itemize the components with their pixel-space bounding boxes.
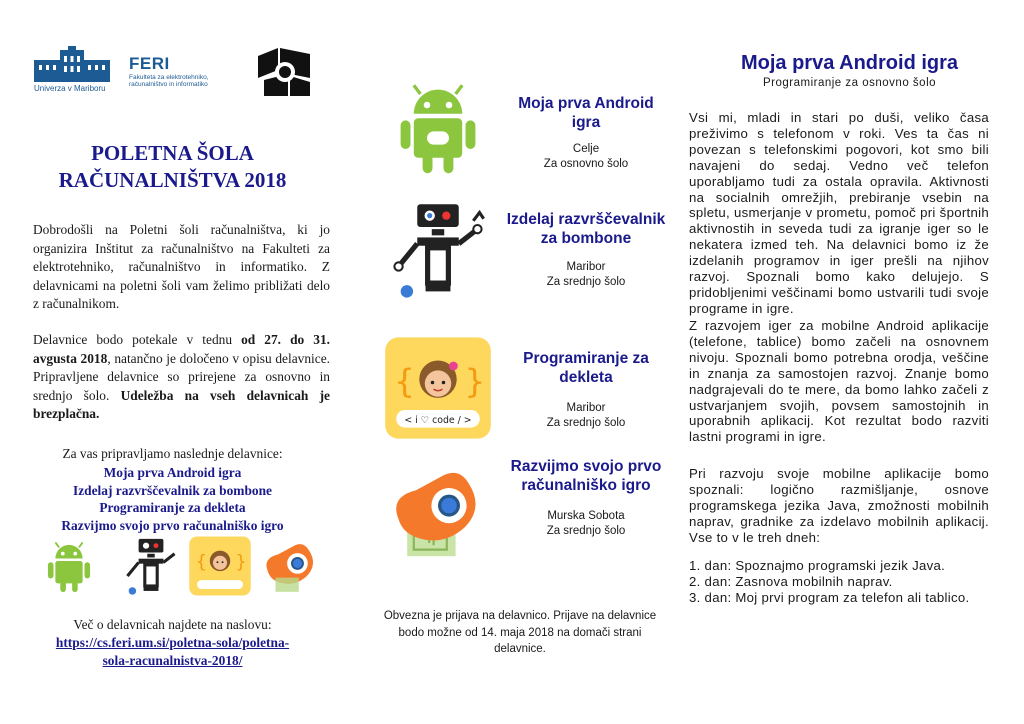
workshop-city: Maribor bbox=[566, 402, 606, 414]
workshop-location bbox=[503, 260, 669, 290]
workshop-level: Za osnovno šolo bbox=[543, 158, 629, 170]
dates-bold: od 27. do 31. avgusta 2018 bbox=[33, 332, 330, 366]
workshop-card-game bbox=[345, 455, 675, 575]
offer-intro: Za vas pripravljamo naslednje delavnice: bbox=[62, 446, 283, 461]
girl-code-icon bbox=[383, 335, 493, 445]
offer-item: Razvijmo svojo prvo računalniško igro bbox=[61, 517, 284, 533]
blender-thumb-icon bbox=[258, 535, 324, 601]
girl-code-thumb-icon bbox=[188, 535, 254, 601]
workshop-title: Programiranje za dekleta bbox=[523, 350, 649, 386]
workshop-title: Izdelaj razvrščevalnik za bombone bbox=[506, 211, 666, 247]
left-panel bbox=[0, 0, 345, 724]
workshop-location bbox=[503, 509, 669, 539]
workshop-location bbox=[503, 142, 669, 172]
feri-logo bbox=[129, 54, 239, 88]
feri-subtitle: Fakulteta za elektrotehniko, računalništvo in informatiko bbox=[129, 74, 209, 88]
svg-text:}: } bbox=[235, 551, 247, 573]
detail-title: Moja prva Android igra bbox=[740, 52, 959, 74]
schedule-item: 2. dan: Zasnova mobilnih naprav. bbox=[689, 573, 893, 589]
intro-paragraph: Dobrodošli na Poletni šoli računalništva, ki jo organizira Inštitut za računalništvo na Fakulteti za elektrotehniko, računalništvo in informatiko. Z delavnicami na poletni šoli vam želimo približati delo z računalnikom. bbox=[33, 222, 330, 312]
page-title bbox=[10, 140, 335, 194]
feri-wordmark: FERI bbox=[129, 54, 170, 73]
title-line-1: POLETNA ŠOLA bbox=[91, 141, 254, 165]
offer-list bbox=[10, 464, 335, 534]
workshop-info bbox=[503, 94, 669, 172]
registration-note: Obvezna je prijava na delavnico. Prijave na delavnice bodo možne od 14. maja 2018 na domači strani delavnice. bbox=[383, 610, 657, 655]
workshop-city: Maribor bbox=[566, 261, 606, 273]
workshop-info bbox=[503, 457, 669, 539]
dates-paragraph bbox=[33, 331, 330, 424]
workshop-level: Za srednjo šolo bbox=[546, 417, 626, 429]
schedule-list bbox=[689, 558, 999, 606]
workshop-title: Razvijmo svojo prvo računalniško igro bbox=[510, 458, 662, 494]
robot-sorter-icon bbox=[383, 198, 493, 308]
workshops-link-line-2[interactable]: sola-racunalnistva-2018/ bbox=[102, 653, 243, 668]
workshop-title: Moja prva Android igra bbox=[518, 95, 654, 131]
middle-panel bbox=[345, 0, 675, 724]
institute-logo bbox=[258, 48, 310, 96]
workshops-link-line-1[interactable]: https://cs.feri.um.si/poletna-sola/poletna- bbox=[55, 635, 290, 650]
university-logo bbox=[34, 46, 110, 96]
detail-paragraph-1: Vsi mi, mladi in stari po duši, veliko časa preživimo s telefonom v roki. Ves ta čas ni povezan s telefonskimi pogovori, kot smo bili navajeni do sedaj. Vedno več telefon uporabljamo tudi za ostala opravila. Aktivnosti na socialnih omrežjih, prebiranje vsebin na spletu, usmerjanje v prometu, pomoč pri športnih aktivnostih in seveda tudi za igranje iger so le nekatera izmed teh. Na delavnici bomo iz že izdelanih programov in iger prešli na njihov razvoj. Spoznali bomo kako delujejo. S pridobljenimi veščinami bomo ustvarili tudi svoje programe in igre. bbox=[689, 110, 989, 316]
workshop-level: Za srednjo šolo bbox=[546, 525, 626, 537]
workshop-location bbox=[503, 401, 669, 431]
svg-text:}: } bbox=[464, 361, 486, 401]
android-thumb-icon bbox=[38, 535, 104, 601]
workshop-city: Murska Sobota bbox=[547, 510, 625, 522]
robot-thumb-icon bbox=[120, 535, 186, 601]
detail-paragraph-2: Z razvojem iger za mobilne Android aplikacije (telefone, tablice) bomo začeli na osnovnem nivoju. Spoznali bomo potrebna orodja, veščine in znanja za samostojen razvoj. Znanje bomo nadgrajevali do te mere, da bomo lahko začeli z ustvarjanjem svojih, povsem samostojnih in uporabnih aplikacij. Kot rezultat bodo razviti lastni programi in igre. bbox=[689, 318, 989, 445]
right-panel bbox=[675, 0, 1024, 724]
dates-text-a: Delavnice bodo potekale v tednu bbox=[33, 332, 242, 347]
detail-paragraph-3: Pri razvoju svoje mobilne aplikacije bomo spoznali: logično razmišljanje, osnove programskega jezika Java, zmožnosti mobilnih naprav, gradnike za izdelavo mobilnih aplikacij. Vse to v le treh dneh: bbox=[689, 466, 989, 545]
workshop-card-girls bbox=[345, 335, 675, 455]
svg-text:{: { bbox=[394, 361, 415, 401]
workshop-card-candy-sorter bbox=[345, 198, 675, 318]
logo-row bbox=[34, 46, 324, 98]
title-line-2: RAČUNALNIŠTVA 2018 bbox=[58, 168, 287, 192]
workshop-city: Celje bbox=[572, 143, 600, 155]
svg-text:{: { bbox=[195, 551, 208, 573]
workshops-link[interactable] bbox=[56, 635, 289, 668]
university-name: Univerza v Mariboru bbox=[34, 84, 106, 93]
girl-code-badge: < i ♡ code / > bbox=[404, 415, 472, 427]
offer-item: Moja prva Android igra bbox=[103, 465, 242, 480]
offer-item: Programiranje za dekleta bbox=[99, 500, 246, 515]
schedule-item: 3. dan: Moj prvi program za telefon ali tablico. bbox=[689, 589, 970, 605]
workshop-card-android bbox=[345, 72, 675, 192]
free-participation: Udeležba na vseh delavnicah je brezplačna. bbox=[33, 387, 330, 422]
more-info-text: Več o delavnicah najdete na naslovu: bbox=[73, 617, 272, 632]
android-game-icon bbox=[383, 72, 493, 182]
workshop-info bbox=[503, 349, 669, 431]
detail-subtitle: Programiranje za osnovno šolo bbox=[762, 77, 937, 89]
workshop-info bbox=[503, 210, 669, 290]
more-info bbox=[10, 616, 335, 670]
blender-game-icon bbox=[383, 455, 493, 565]
dates-text-b: , natančno je določeno v opisu delavnice. Pripravljene delavnice so prirejene za osnovno in srednjo šolo. bbox=[33, 350, 330, 403]
schedule-item: 1. dan: Spoznajmo programski jezik Java. bbox=[689, 558, 946, 573]
workshop-level: Za srednjo šolo bbox=[546, 276, 626, 288]
workshop-thumbnails bbox=[38, 535, 328, 605]
offer-item: Izdelaj razvrščevalnik za bombone bbox=[73, 482, 272, 498]
